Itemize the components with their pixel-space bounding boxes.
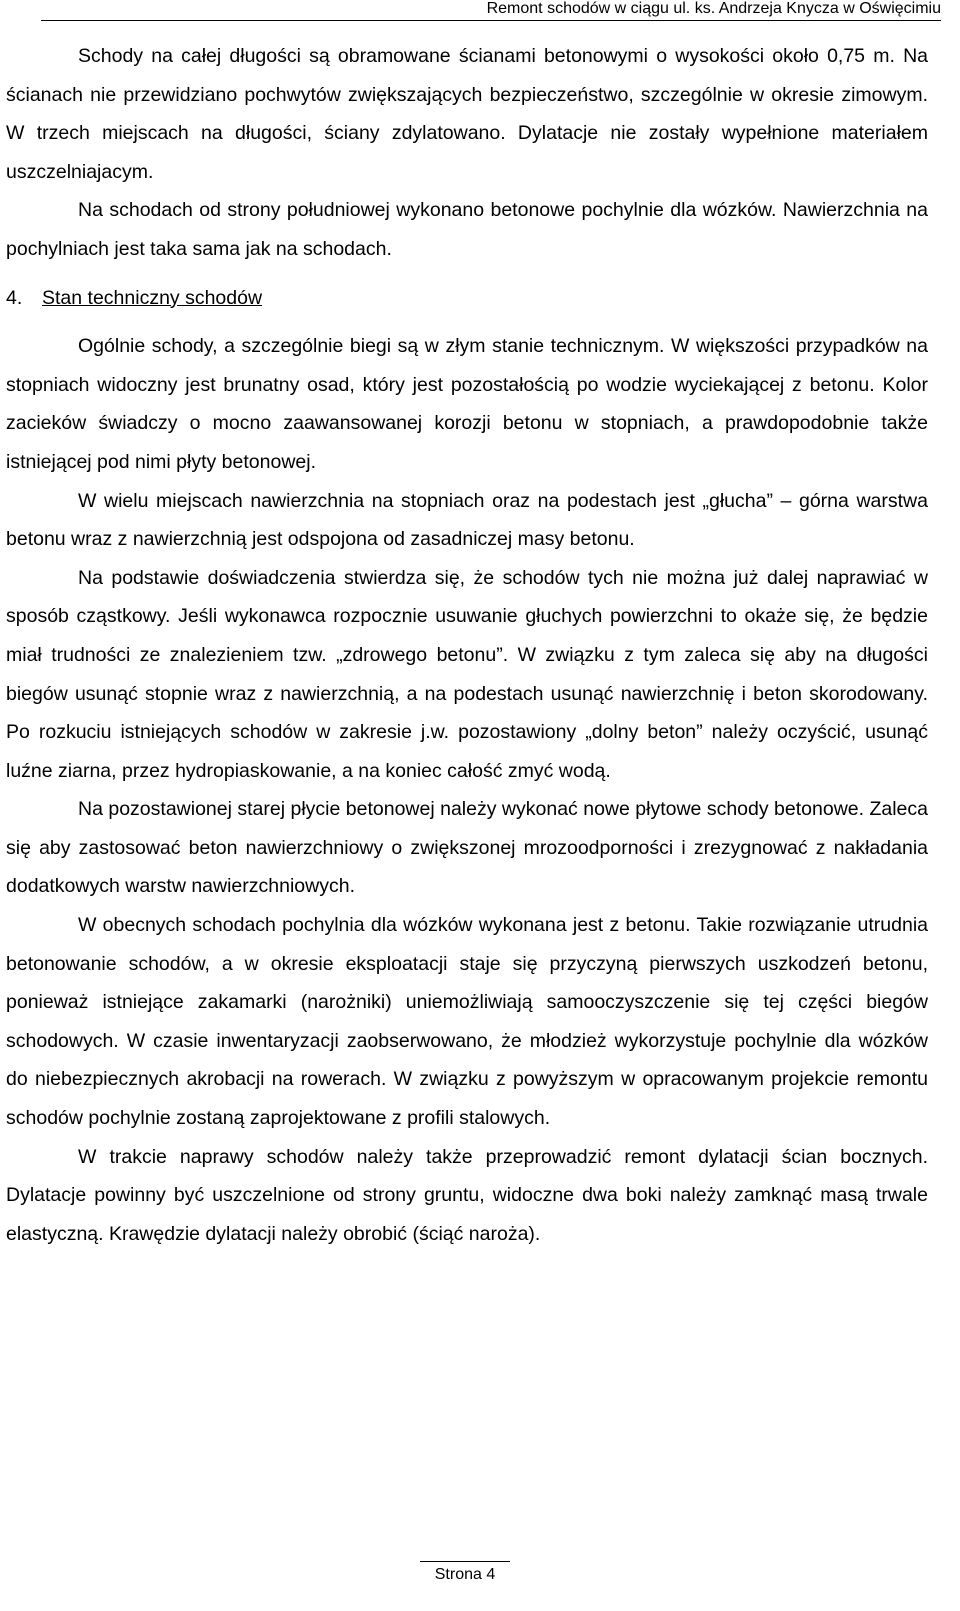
paragraph-new-stairs: Na pozostawionej starej płycie betonowej należy wykonać nowe płytowe schody betonowe. Zaleca się aby zastosować beton nawierzchniowy o zwiększonej mrozoodporności i zrezygnować z nakładania dodatkowych warstw nawierzchniowych.: [6, 798, 928, 898]
section-title: Stan techniczny schodów: [42, 286, 263, 309]
section-number: 4.: [6, 286, 23, 309]
paragraph-recommendation: Na podstawie doświadczenia stwierdza się, że schodów tych nie można już dalej naprawiać w sposób cząstkowy. Jeśli wykonawca rozpocznie usuwanie głuchych powierzchni to okaże się, że będzie miał trudności ze znalezieniem tzw. „zdrowego betonu”. W związku z tym zaleca się aby na długości biegów usunąć stopnie wraz z nawierzchnią, a na podestach usunąć nawierzchnię i beton skorodowany. Po rozkuciu istniejących schodów w zakresie j.w. pozostawiony „dolny beton” należy oczyścić, usunąć luźne ziarna, przez hydropiaskowanie, a na koniec całość zmyć wodą.: [6, 566, 928, 782]
page-number: Strona 4: [434, 1566, 496, 1583]
paragraph-ramps-steel: W obecnych schodach pochylnia dla wózków wykonana jest z betonu. Takie rozwiązanie utrudnia betonowanie schodów, a w okresie eksploatacji staje się przyczyną pierwszych uszkodzeń betonu, ponieważ istniejące zakamarki (narożniki) uniemożliwiają samooczyszczenie się tej części biegów schodowych. W czasie inwentaryzacji zaobserwowano, że młodzież wykorzystuje pochylnie dla wózków do niebezpiecznych akrobacji na rowerach. W związku z powyższym w opracowanym projekcie remontu schodów pochylnie zostaną zaprojektowane z profili stalowych.: [6, 914, 928, 1130]
page-footer: [0, 1561, 960, 1611]
paragraph-condition: Ogólnie schody, a szczególnie biegi są w złym stanie technicznym. W większości przypadków na stopniach widoczny jest brunatny osad, który jest pozostałością po wodzie wyciekającej z betonu. Kolor zacieków świadczy o mocno zaawansowanej korozji betonu w stopniach, a prawdopodobnie także istniejącej pod nimi płyty betonowej.: [6, 335, 928, 473]
running-header: Remont schodów w ciągu ul. ks. Andrzeja Knycza w Oświęcimiu: [41, 0, 941, 21]
paragraph-dilatation: W trakcie naprawy schodów należy także przeprowadzić remont dylatacji ścian bocznych. Dylatacje powinny być uszczelnione od strony gruntu, widoczne dwa boki należy zamknąć masą trwale elastyczną. Krawędzie dylatacji należy obrobić (ściąć naroża).: [6, 1145, 928, 1245]
paragraph-ramps: Na schodach od strony południowej wykonano betonowe pochylnie dla wózków. Nawierzchnia na pochylniach jest taka sama jak na schodach.: [6, 199, 928, 260]
paragraph-hollow-surface: W wielu miejscach nawierzchnia na stopniach oraz na podestach jest „głucha” – górna warstwa betonu wraz z nawierzchnią jest odspojona od zasadniczej masy betonu.: [6, 489, 928, 551]
section-heading: [6, 279, 928, 318]
paragraph-walls: Schody na całej długości są obramowane ścianami betonowymi o wysokości około 0,75 m. Na ścianach nie przewidziano pochwytów zwiększających bezpieczeństwo, szczególnie w okresie zimowym. W trzech miejscach na długości, ściany zdylatowano. Dylatacje nie zostały wypełnione materiałem uszczelniajacym.: [6, 45, 928, 183]
document-body: [6, 37, 928, 1253]
